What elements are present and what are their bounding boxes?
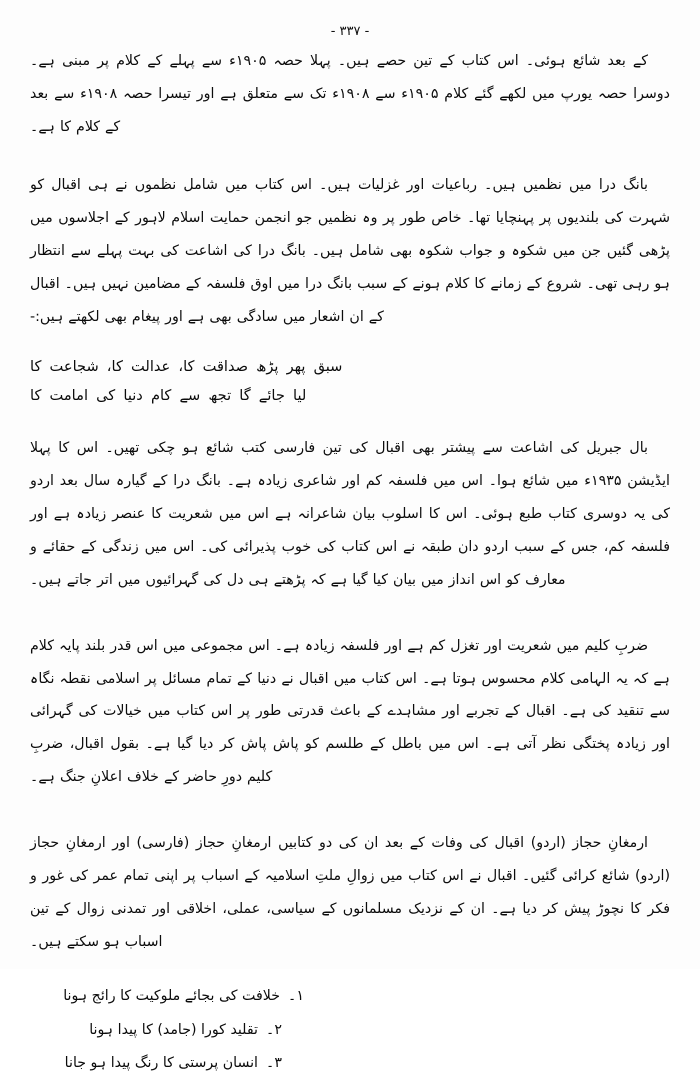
paragraph-2: بانگ درا میں نظمیں ہیں۔ رباعیات اور غزلیات ہیں۔ اس کتاب میں شامل نظموں نے ہی اقبال کو شہرت کی بلندیوں پر پہنچایا تھا۔ خاص طور پر وہ نظمیں جو انجمن حمایت اسلام لاہور کے اجلاسوں میں پڑھی گئیں جن میں شکوہ و جواب شکوہ بھی شامل ہیں۔ بانگ درا کی اشاعت کی بہت پہلے سے انتظار ہو رہی تھی۔ شروع کے زمانے کا کلام ہونے کے سبب بانگ درا میں اوق فلسفہ کے مضامین نہیں ہیں۔ اقبال کے ان اشعار میں سادگی بھی ہے اور پیغام بھی لکھتے ہیں:- xyxy=(30,176,670,325)
list-item-marker: ۳۔ xyxy=(266,1055,282,1072)
numbered-list xyxy=(30,981,670,1079)
list-item-marker: ۲۔ xyxy=(266,1021,282,1038)
list-item-text: تقلید کورا (جامد) کا پیدا ہونا xyxy=(89,1021,258,1038)
list-item xyxy=(30,1015,670,1046)
paragraph-4: ضربِ کلیم میں شعریت اور تغزل کم ہے اور فلسفہ زیادہ ہے۔ اس مجموعی میں اس قدر بلند پایہ کلام ہے کہ یہ الہامی کلام محسوس ہوتا ہے۔ اس کتاب میں اقبال نے دنیا کے تمام مسائل پر اسلامی نقطہ نگاہ سے تنقید کی ہے۔ اقبال کے تجربے اور مشاہدے کے باعث قدرتی طور پر اس کتاب میں خیالات کی گہرائی اور زیادہ پختگی نظر آتی ہے۔ اس میں باطل کے طلسم کو پاش پاش کر دیا گیا ہے۔ بقول اقبال، ضربِ کلیم دورِ حاضر کے خلاف اعلانِ جنگ ہے۔ xyxy=(30,637,670,786)
paragraph-5: ارمغانِ حجاز (اردو) اقبال کی وفات کے بعد ان کی دو کتابیں ارمغانِ حجاز (فارسی) اور ارمغانِ حجاز (اردو) شائع کرائی گئیں۔ اقبال نے اس کتاب میں زوالِ ملتِ اسلامیہ کے اسباب پر اپنی تمام عمر کی غور و فکر کا نچوڑ پیش کر دیا ہے۔ ان کے نزدیک مسلمانوں کے سیاسی، عملی، اخلاقی اور تمدنی زوال کے تین اسباب ہو سکتے ہیں۔ xyxy=(30,835,670,951)
list-item-marker: ۱۔ xyxy=(288,988,304,1004)
list-item-text: انسان پرستی کا رنگ پیدا ہو جانا xyxy=(64,1055,258,1072)
page-number: - ۳۳۷ - xyxy=(330,24,370,39)
paragraph-gap xyxy=(30,612,670,630)
document-body xyxy=(30,45,670,1079)
paragraph-gap xyxy=(30,809,670,827)
verse-line-2: لیا جائے گا تجھ سے کام دنیا کی امامت کا xyxy=(30,386,307,404)
list-item xyxy=(30,1048,670,1079)
paragraph-1: کے بعد شائع ہوئی۔ اس کتاب کے تین حصے ہیں۔ پہلا حصہ ۱۹۰۵ء سے پہلے کے کلام پر مبنی ہے۔ دوسرا حصہ یورپ میں لکھے گئے کلام ۱۹۰۵ء سے ۱۹۰۸ء تک سے متعلق ہے اور تیسرا حصہ ۱۹۰۸ء سے بعد کے کلام کا ہے۔ xyxy=(30,53,670,135)
verse-block xyxy=(30,352,670,410)
verse-line-1: سبق پھر پڑھ صداقت کا، عدالت کا، شجاعت کا xyxy=(30,357,343,375)
list-item xyxy=(30,981,670,1012)
paragraph-gap xyxy=(30,159,670,169)
list-item-text: خلافت کی بجائے ملوکیت کا رائج ہونا xyxy=(63,988,280,1004)
paragraph-3: بال جبریل کی اشاعت سے پیشتر بھی اقبال کی تین فارسی کتب شائع ہو چکی تھیں۔ اس کا پہلا ایڈیشن ۱۹۳۵ء میں شائع ہوا۔ اس میں فلسفہ کم اور شاعری زیادہ ہے۔ بانگ درا کے گیارہ سال بعد اردو کی یہ دوسری کتاب طبع ہوئی۔ اس کا اسلوب بیان شاعرانہ ہے اس میں شعریت کا عنصر زیادہ ہے اور فلسفہ کم، جس کے سبب اردو دان طبقہ نے اس کتاب کی خوب پذیرائی کی۔ اس میں زندگی کے حقائے و معارف کو اس انداز میں بیان کیا گیا ہے کہ پڑھتے ہی دل کی گہرائیوں میں اتر جاتے ہیں۔ xyxy=(30,439,670,588)
